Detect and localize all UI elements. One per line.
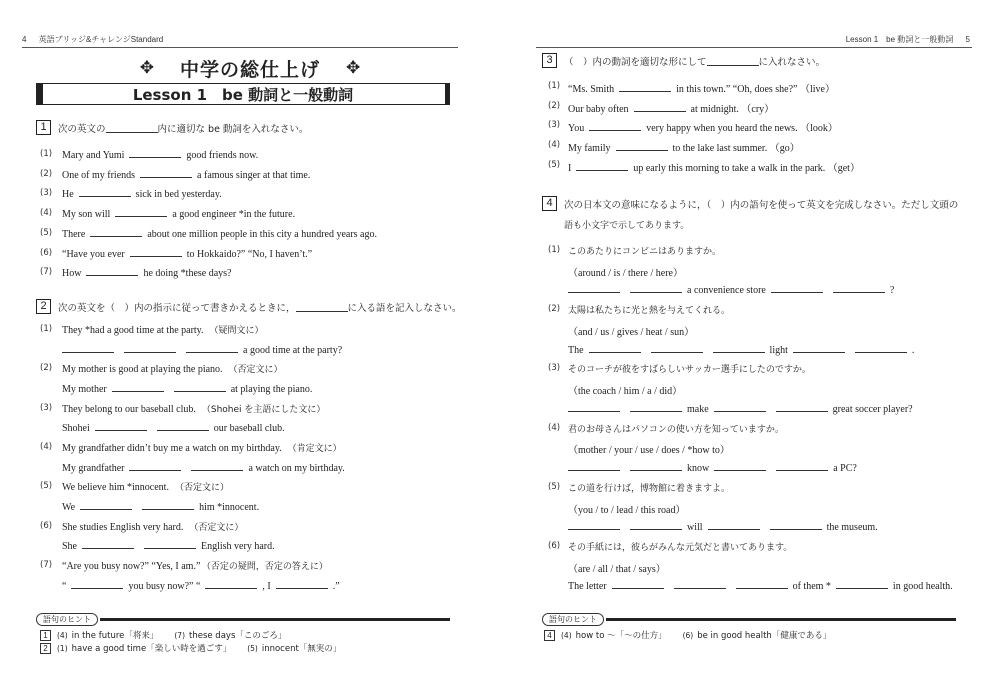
instruction: に入れなさい。 [758, 56, 826, 68]
sentence-part: great soccer player? [832, 403, 913, 415]
prompt-sentence: They belong to our baseball club. [62, 403, 196, 415]
q2-prompt [62, 362, 283, 375]
q2-answer [62, 343, 342, 356]
item-number: (2) [548, 100, 561, 111]
sentence-part: English very hard. [201, 541, 275, 553]
q2-prompt [62, 520, 243, 533]
item-number: (6) [40, 520, 53, 531]
prompt-sentence: We believe him *innocent. [62, 482, 169, 494]
sentence-part: a good engineer *in the future. [172, 209, 296, 221]
item-number: (5) [548, 159, 561, 170]
q4-japanese [568, 540, 792, 553]
sentence-part: light [769, 344, 788, 356]
q4-answer [568, 520, 878, 533]
answer-blank[interactable] [576, 161, 628, 171]
q3-item [568, 80, 835, 95]
sentence-part: our baseball club. [213, 423, 285, 435]
answer-blank [296, 302, 348, 312]
answer-blank[interactable] [855, 343, 907, 353]
q2-heading [36, 299, 462, 314]
hints-bar [542, 612, 956, 626]
item-number: (5) [40, 481, 53, 492]
sentence-part: at midnight. （cry） [690, 103, 775, 115]
sentence-part: How [62, 268, 82, 280]
q3-heading [542, 53, 825, 68]
item-number: (2) [548, 304, 561, 315]
sentence-part: him *innocent. [199, 501, 260, 513]
prompt-sentence: My mother is good at playing the piano. [62, 364, 223, 376]
sentence-part: There [62, 228, 86, 240]
instruction: 次の英文の [58, 123, 106, 135]
hint-item-number: (6) [682, 630, 694, 640]
sentence-part: “Ms. Smith [568, 84, 615, 95]
item-number: (2) [40, 168, 53, 179]
book-title: 英語ブリッジ&チャレンジStandard [38, 35, 164, 44]
hint-text: in the future「将来」 [71, 631, 159, 641]
hint-row [40, 642, 357, 654]
sentence-part: My grandfather [62, 462, 125, 474]
instruction-note: （否定文に） [189, 522, 244, 533]
sentence-part: will [687, 522, 703, 534]
sentence-part: “ [62, 580, 67, 592]
q4-answer [568, 283, 894, 296]
sentence-part: to the lake last summer. （go） [672, 143, 800, 155]
hint-text: be in good health「健康である」 [697, 631, 832, 641]
q2-answer [62, 421, 285, 434]
answer-blank[interactable] [71, 579, 123, 589]
hint-text: have a good time「楽しい時を過ごす」 [71, 644, 232, 654]
q4-japanese [568, 303, 730, 316]
q3-item [568, 159, 860, 174]
q4-word-list [568, 501, 686, 516]
sentence-part: The [568, 344, 584, 356]
q4-word-list [568, 323, 694, 338]
sentence-part: . [911, 344, 915, 356]
sentence-part: One of my friends [62, 169, 136, 181]
answer-blank[interactable] [793, 343, 845, 353]
instruction-note: （否定文に） [174, 483, 229, 494]
answer-blank[interactable] [771, 283, 823, 293]
item-number: (3) [548, 363, 561, 374]
answer-blank[interactable] [95, 421, 147, 431]
hints-label: 語句のヒント [542, 613, 604, 626]
sentence-part: a watch on my birthday. [248, 462, 345, 474]
sentence-part: “Have you ever [62, 248, 125, 260]
item-number: (4) [40, 441, 53, 452]
q1-item [62, 207, 295, 220]
sentence-part: , I [262, 580, 271, 592]
q2-answer [62, 579, 340, 592]
q3-item [568, 100, 774, 115]
title-row [100, 54, 400, 82]
q4-japanese [568, 481, 730, 494]
right-page [496, 0, 991, 700]
sentence-part: in good health. [892, 581, 953, 593]
q4-japanese [568, 244, 721, 257]
sentence-part: ? [889, 285, 895, 297]
sentence-part: he doing *these days? [143, 268, 232, 280]
answer-blank[interactable] [714, 461, 766, 471]
hint-text: how to ～「～の仕方」 [575, 631, 667, 641]
answer-blank [707, 56, 759, 66]
sentence-part: You [568, 123, 585, 135]
instruction: 内に適切な be 動詞を入れなさい。 [157, 123, 309, 135]
instruction-note: （肯定文に） [287, 443, 342, 454]
q2-prompt [62, 323, 264, 336]
item-number: (7) [40, 559, 53, 570]
answer-blank[interactable] [568, 520, 620, 530]
item-number: (1) [548, 81, 561, 91]
ornament-icon: ✥ [346, 58, 361, 77]
answer-blank[interactable] [129, 148, 181, 158]
answer-blank[interactable] [833, 283, 885, 293]
q1-heading [36, 120, 308, 135]
q2-answer [62, 382, 312, 395]
q1-item [62, 187, 222, 200]
hints-label: 語句のヒント [36, 613, 98, 626]
sentence-part: to Hokkaido?” “No, I haven’t.” [186, 248, 313, 260]
sentence-part: Mary and Yumi [62, 150, 125, 161]
q3-item [568, 139, 800, 154]
answer-blank[interactable] [589, 121, 641, 131]
q4-answer [568, 402, 913, 415]
instruction: 次の日本文の意味になるように，（ ）内の語句を使って英文を完成しなさい。ただし文頭の [564, 199, 959, 211]
answer-blank[interactable] [80, 500, 132, 510]
answer-blank[interactable] [612, 579, 664, 589]
item-number: (6) [548, 541, 561, 551]
lesson-bar [36, 83, 450, 105]
hint-text: these days「このごろ」 [189, 631, 287, 641]
answer-blank[interactable] [634, 102, 686, 112]
sentence-part: We [62, 501, 76, 513]
item-number: (7) [40, 267, 53, 278]
running-head [526, 34, 970, 48]
question-number: 2 [36, 299, 51, 314]
q4-word-list [568, 441, 730, 456]
sentence-part: a famous singer at that time. [197, 169, 311, 181]
word-list: （are / all / that / says） [568, 563, 666, 575]
sentence-part: make [687, 403, 709, 415]
q2-answer [62, 500, 259, 513]
q1-item [62, 168, 310, 181]
question-number: 1 [36, 120, 51, 135]
hint-text: innocent「無実の」 [261, 644, 342, 654]
sentence-part: a PC? [833, 463, 857, 474]
q2-prompt [62, 559, 328, 572]
word-list: （mother / your / use / does / *how to） [568, 445, 730, 457]
answer-blank[interactable] [124, 343, 176, 353]
answer-blank[interactable] [568, 283, 620, 293]
instruction-note: （Shohei を主語にした文に） [201, 404, 326, 415]
item-number: (1) [40, 149, 53, 159]
sentence-part: My mother [62, 384, 107, 395]
lesson-title: Lesson 1 be 動詞と一般動詞 [132, 85, 354, 104]
sentence-part: the museum. [826, 522, 878, 534]
answer-blank[interactable] [90, 227, 142, 237]
sentence-part: sick in bed yesterday. [135, 189, 222, 201]
answer-blank[interactable] [174, 382, 226, 392]
sentence-part: The letter [568, 581, 607, 593]
answer-blank[interactable] [776, 402, 828, 412]
q4-word-list [568, 264, 683, 279]
answer-blank[interactable] [62, 343, 114, 353]
answer-blank[interactable] [186, 343, 238, 353]
q1-item [62, 247, 312, 260]
answer-blank[interactable] [630, 520, 682, 530]
hint-question-number: 1 [40, 630, 51, 641]
hint-item-number: (5) [247, 643, 258, 653]
item-number: (3) [40, 188, 53, 199]
q4-japanese [568, 422, 784, 435]
left-page [0, 0, 495, 700]
instruction: に入る語を記入しなさい。 [347, 302, 462, 314]
instruction: （ ）内の動詞を適切な形にして [564, 56, 707, 68]
answer-blank[interactable] [191, 461, 243, 471]
answer-blank[interactable] [129, 461, 181, 471]
answer-blank[interactable] [86, 266, 138, 276]
sentence-part: My son will [62, 209, 111, 221]
item-number: (4) [548, 140, 561, 151]
q2-answer [62, 539, 275, 552]
q4-word-list [568, 382, 682, 397]
q1-item [62, 266, 232, 279]
answer-blank[interactable] [776, 461, 828, 471]
sentence-part: in this town.” “Oh, does she?” （live） [676, 84, 835, 95]
hint-item-number: (7) [174, 630, 185, 640]
answer-blank[interactable] [568, 402, 620, 412]
sentence-part: good friends now. [186, 150, 259, 161]
item-number: (4) [548, 422, 561, 433]
q1-item [62, 227, 377, 240]
sentence-part: you busy now?” “ [128, 580, 201, 592]
sentence-part: a good time at the party? [243, 344, 343, 356]
q4-answer [568, 579, 953, 592]
item-number: (3) [40, 402, 53, 413]
answer-blank[interactable] [836, 579, 888, 589]
answer-blank[interactable] [142, 500, 194, 510]
hint-item-number: (4) [561, 630, 572, 640]
item-number: (5) [40, 227, 53, 238]
item-number: (1) [40, 324, 53, 334]
item-number: (5) [548, 481, 561, 492]
q2-prompt [62, 441, 342, 454]
word-list: （around / is / there / here） [568, 267, 683, 279]
answer-blank[interactable] [651, 343, 703, 353]
word-list: （and / us / gives / heat / sun） [568, 326, 695, 338]
item-number: (4) [40, 208, 53, 219]
prompt-sentence: They *had a good time at the party. [62, 325, 204, 336]
japanese-sentence: その手紙には，彼らがみんな元気だと書いてあります。 [568, 543, 793, 553]
page-number: 4 [22, 35, 27, 44]
answer-blank[interactable] [115, 207, 167, 217]
word-list: （you / to / lead / this road） [568, 504, 686, 516]
header-rule [536, 47, 972, 48]
instruction-note: （否定の疑問，否定の答えに） [206, 561, 328, 572]
item-number: (3) [548, 120, 561, 131]
question-number: 4 [542, 196, 557, 211]
word-list: （the coach / him / a / did） [568, 386, 683, 398]
sentence-part: a convenience store [687, 285, 766, 297]
sentence-part: She [62, 541, 77, 553]
sentence-part: know [687, 463, 710, 474]
answer-blank[interactable] [276, 579, 328, 589]
answer-blank[interactable] [708, 520, 760, 530]
sentence-part: Our baby often [568, 103, 629, 115]
page-number: 5 [965, 35, 970, 44]
hint-item-number: (4) [57, 630, 68, 640]
header-rule [22, 47, 458, 48]
q4-word-list [568, 560, 666, 575]
answer-blank[interactable] [82, 539, 134, 549]
answer-blank[interactable] [157, 421, 209, 431]
japanese-sentence: このあたりにコンビニはありますか。 [568, 247, 722, 257]
sentence-part: very happy when you heard the news. （look） [646, 123, 838, 135]
q2-answer [62, 461, 345, 474]
item-number: (1) [548, 245, 561, 255]
sentence-part: about one million people in this city a hundred years ago. [147, 228, 377, 240]
answer-blank[interactable] [674, 579, 726, 589]
answer-blank[interactable] [589, 343, 641, 353]
question-number: 3 [542, 53, 557, 68]
q2-prompt [62, 480, 229, 493]
answer-blank[interactable] [736, 579, 788, 589]
answer-blank[interactable] [112, 382, 164, 392]
ornament-icon: ✥ [139, 58, 154, 77]
answer-blank[interactable] [714, 402, 766, 412]
answer-blank[interactable] [140, 168, 192, 178]
answer-blank[interactable] [630, 402, 682, 412]
q1-item [62, 148, 258, 161]
page-title: 中学の総仕上げ [179, 58, 320, 81]
chapter-title: Lesson 1 be 動詞と一般動詞 [845, 35, 954, 44]
item-number: (6) [40, 247, 53, 258]
japanese-sentence: この道を行けば，博物館に着きますよ。 [568, 483, 731, 494]
answer-blank[interactable] [630, 461, 682, 471]
instruction: 次の英文を（ ）内の指示に従って書きかえるときに， [58, 302, 296, 314]
instruction: 語も小文字で示してあります。 [564, 221, 690, 231]
hints-bar [36, 612, 450, 626]
answer-blank[interactable] [713, 343, 765, 353]
prompt-sentence: She studies English very hard. [62, 521, 184, 533]
answer-blank[interactable] [770, 520, 822, 530]
answer-blank[interactable] [568, 461, 620, 471]
japanese-sentence: 太陽は私たちに光と熱を与えてくれる。 [568, 306, 731, 317]
hint-row [40, 629, 302, 641]
sentence-part: of them * [792, 581, 831, 593]
running-head [22, 34, 460, 48]
prompt-sentence: “Are you busy now?” “Yes, I am.” [62, 560, 201, 572]
answer-blank[interactable] [79, 187, 131, 197]
q2-prompt [62, 402, 325, 415]
answer-blank[interactable] [630, 283, 682, 293]
q4-japanese [568, 362, 811, 375]
instruction-note: （否定文に） [228, 365, 283, 376]
sentence-part: at playing the piano. [230, 384, 313, 395]
japanese-sentence: そのコーチが彼をすばらしいサッカー選手にしたのですか。 [568, 365, 811, 376]
q3-item [568, 119, 838, 134]
japanese-sentence: 君のお母さんはパソコンの使い方を知っていますか。 [568, 424, 784, 435]
answer-blank [106, 123, 158, 133]
sentence-part: My family [568, 143, 611, 155]
sentence-part: .” [332, 580, 340, 592]
hints-rule [606, 618, 956, 621]
q4-answer [568, 461, 857, 474]
instruction-note: （疑問文に） [209, 326, 264, 336]
answer-blank[interactable] [619, 82, 671, 92]
sentence-part: He [62, 189, 74, 201]
answer-blank[interactable] [616, 141, 668, 151]
item-number: (2) [40, 363, 53, 374]
sentence-part: Shohei [62, 423, 90, 435]
sentence-part: up early this morning to take a walk in the park. （get） [633, 162, 860, 174]
q4-heading [542, 196, 958, 211]
answer-blank[interactable] [144, 539, 196, 549]
sentence-part: I [568, 162, 572, 174]
hint-question-number: 2 [40, 643, 51, 654]
q4-answer [568, 343, 914, 356]
prompt-sentence: My grandfather didn’t buy me a watch on my birthday. [62, 442, 282, 454]
hints-rule [100, 618, 450, 621]
hint-item-number: (1) [57, 643, 68, 653]
hint-row [544, 629, 847, 641]
answer-blank[interactable] [205, 579, 257, 589]
answer-blank[interactable] [130, 247, 182, 257]
hint-question-number: 4 [544, 630, 555, 641]
